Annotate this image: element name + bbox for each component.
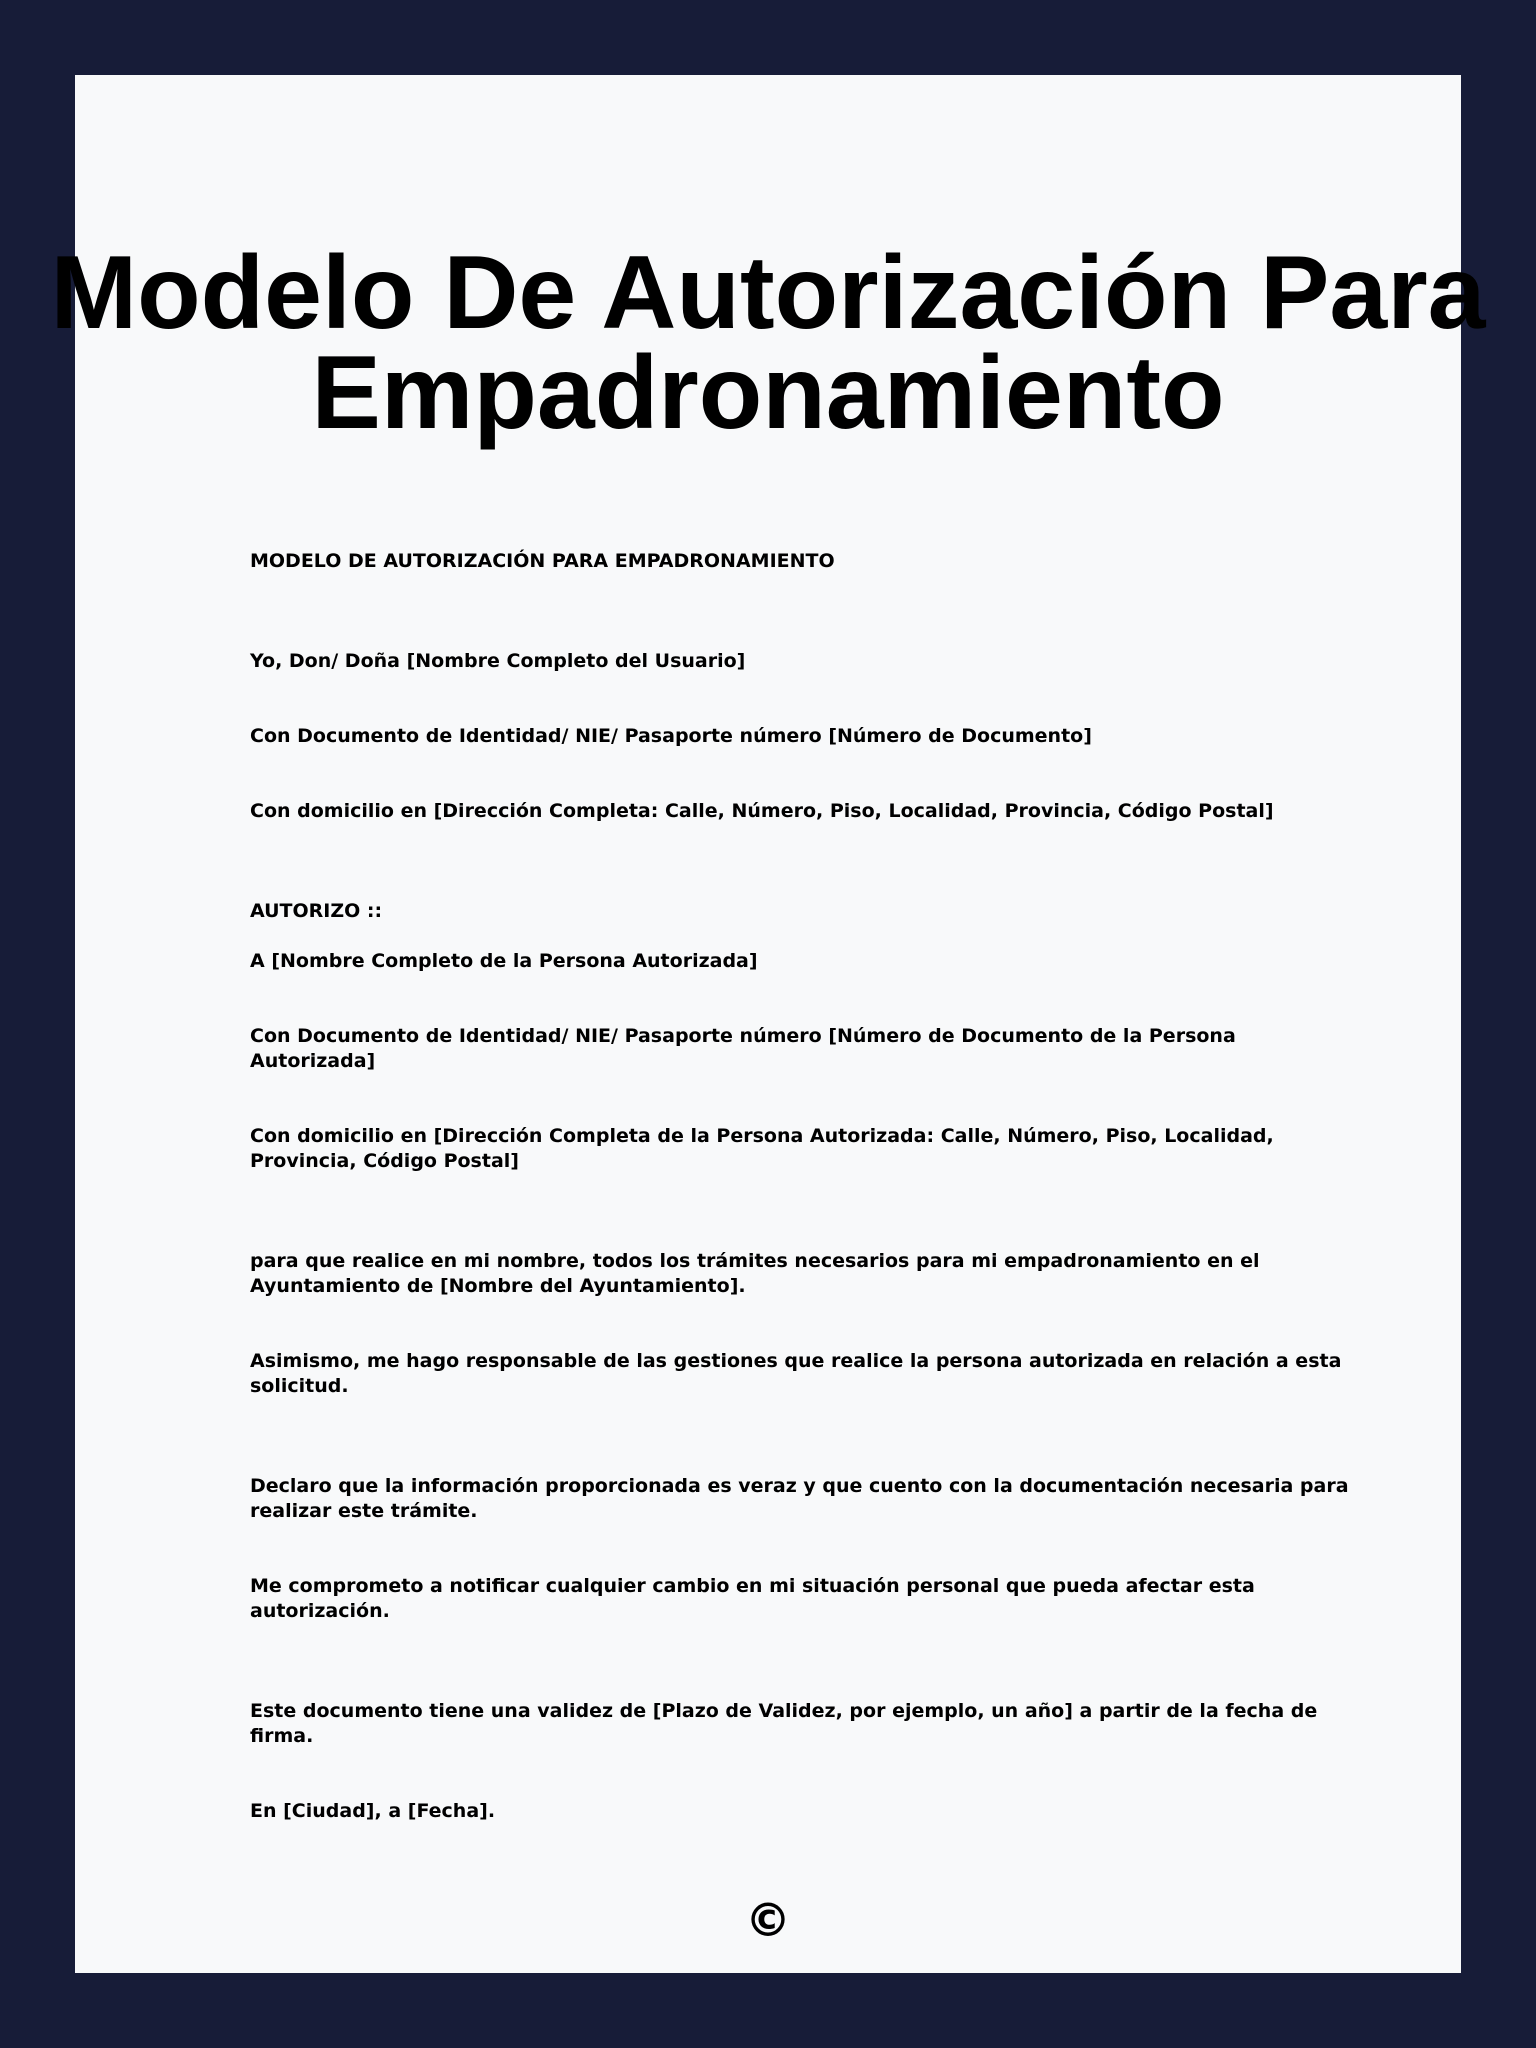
copyright-symbol: © [745,1893,791,1947]
paragraph-user-address: Con domicilio en [Dirección Completa: Calle, Número, Piso, Localidad, Provincia, Código Postal] [250,800,1274,822]
document-page [50,75,1486,1973]
paragraph-validity: Este documento tiene una validez de [Plazo de Validez, por ejemplo, un año] a partir de la fecha de firma. [250,1700,1318,1747]
paragraph-authorized-name: A [Nombre Completo de la Persona Autorizada] [250,950,758,972]
paragraph-commitment: Me comprometo a notificar cualquier cambio en mi situación personal que pueda afectar esta autorización. [250,1575,1255,1622]
paragraph-autorizo: AUTORIZO :: [250,900,383,922]
paragraph-user-id: Con Documento de Identidad/ NIE/ Pasaporte número [Número de Documento] [250,725,1092,747]
paragraph-place-date: En [Ciudad], a [Fecha]. [250,1800,496,1822]
document-body [250,549,1350,1824]
paragraph-purpose: para que realice en mi nombre, todos los trámites necesarios para mi empadronamiento en el Ayuntamiento de [Nombre del Ayuntamiento]. [250,1250,1260,1297]
paragraph-user-name: Yo, Don/ Doña [Nombre Completo del Usuario] [250,650,746,672]
paragraph-authorized-address: Con domicilio en [Dirección Completa de la Persona Autorizada: Calle, Número, Piso, Localidad, Provincia, Código Postal] [250,1125,1274,1172]
document-title: Modelo De Autorización Para Empadronamiento [50,235,1486,451]
paragraph-responsibility: Asimismo, me hago responsable de las gestiones que realice la persona autorizada en relación a esta solicitud. [250,1350,1342,1397]
paragraph-declaration: Declaro que la información proporcionada es veraz y que cuento con la documentación necesaria para realizar este trámite. [250,1475,1349,1522]
document-heading: MODELO DE AUTORIZACIÓN PARA EMPADRONAMIENTO [250,550,835,572]
paragraph-authorized-id: Con Documento de Identidad/ NIE/ Pasaporte número [Número de Documento de la Persona Autorizada] [250,1025,1236,1072]
